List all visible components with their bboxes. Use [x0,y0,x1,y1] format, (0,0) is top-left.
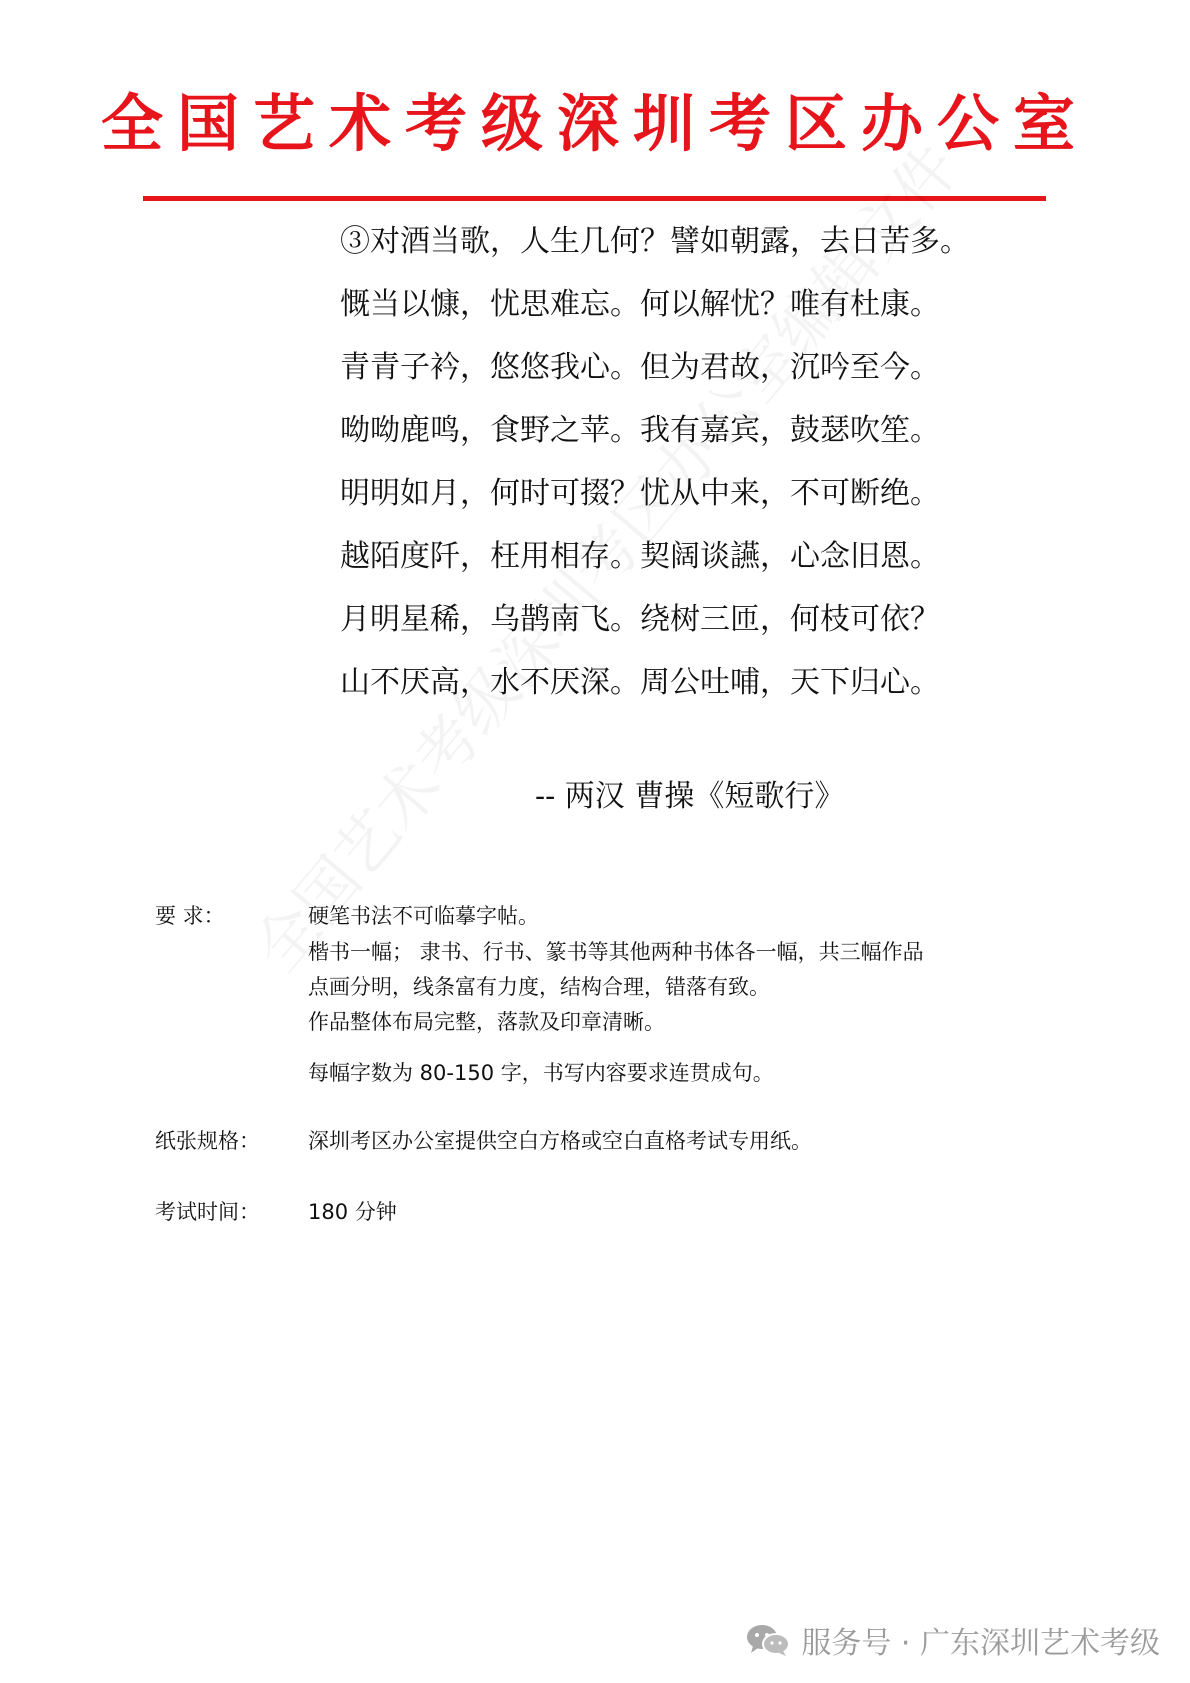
requirement-item: 楷书一幅； 隶书、行书、篆书等其他两种书体各一幅，共三幅作品 [308,940,924,964]
poem-line: 越陌度阡，枉用相存。契阔谈讌，心念旧恩。 [340,539,940,574]
paper-spec-label: 纸张规格： [155,1129,260,1153]
footer-text: 服务号 · 广东深圳艺术考级 [801,1626,1160,1661]
poem-line: 山不厌高，水不厌深。周公吐哺，天下归心。 [340,665,940,700]
requirement-item: 每幅字数为 80-150 字，书写内容要求连贯成句。 [308,1061,774,1085]
requirement-item: 作品整体布局完整，落款及印章清晰。 [308,1010,665,1034]
poem-line: ③对酒当歌，人生几何？譬如朝露，去日苦多。 [340,224,970,259]
poem-line: 青青子衿，悠悠我心。但为君故，沉吟至今。 [340,350,940,385]
exam-time-value: 180 分钟 [308,1200,397,1224]
wechat-icon [745,1623,791,1657]
requirements-label: 要 求： [155,904,225,928]
requirement-item: 点画分明，线条富有力度，结构合理，错落有致。 [308,975,770,999]
poem-line: 明明如月，何时可掇？忧从中来，不可断绝。 [340,476,940,511]
poem-body [340,210,1040,714]
poem-line: 慨当以慷，忧思难忘。何以解忧？唯有杜康。 [340,287,940,322]
paper-spec-value: 深圳考区办公室提供空白方格或空白直格考试专用纸。 [308,1129,812,1153]
poem-line: 月明星稀，乌鹊南飞。绕树三匝，何枝可依？ [340,602,940,637]
poem-attribution: -- 两汉 曹操《短歌行》 [535,779,845,814]
poem-line: 呦呦鹿鸣，食野之苹。我有嘉宾，鼓瑟吹笙。 [340,413,940,448]
requirement-item: 硬笔书法不可临摹字帖。 [308,904,539,928]
page-title: 全国艺术考级深圳考区办公室 [100,87,1089,160]
footer-account [745,1618,1160,1662]
exam-time-label: 考试时间： [155,1200,260,1224]
